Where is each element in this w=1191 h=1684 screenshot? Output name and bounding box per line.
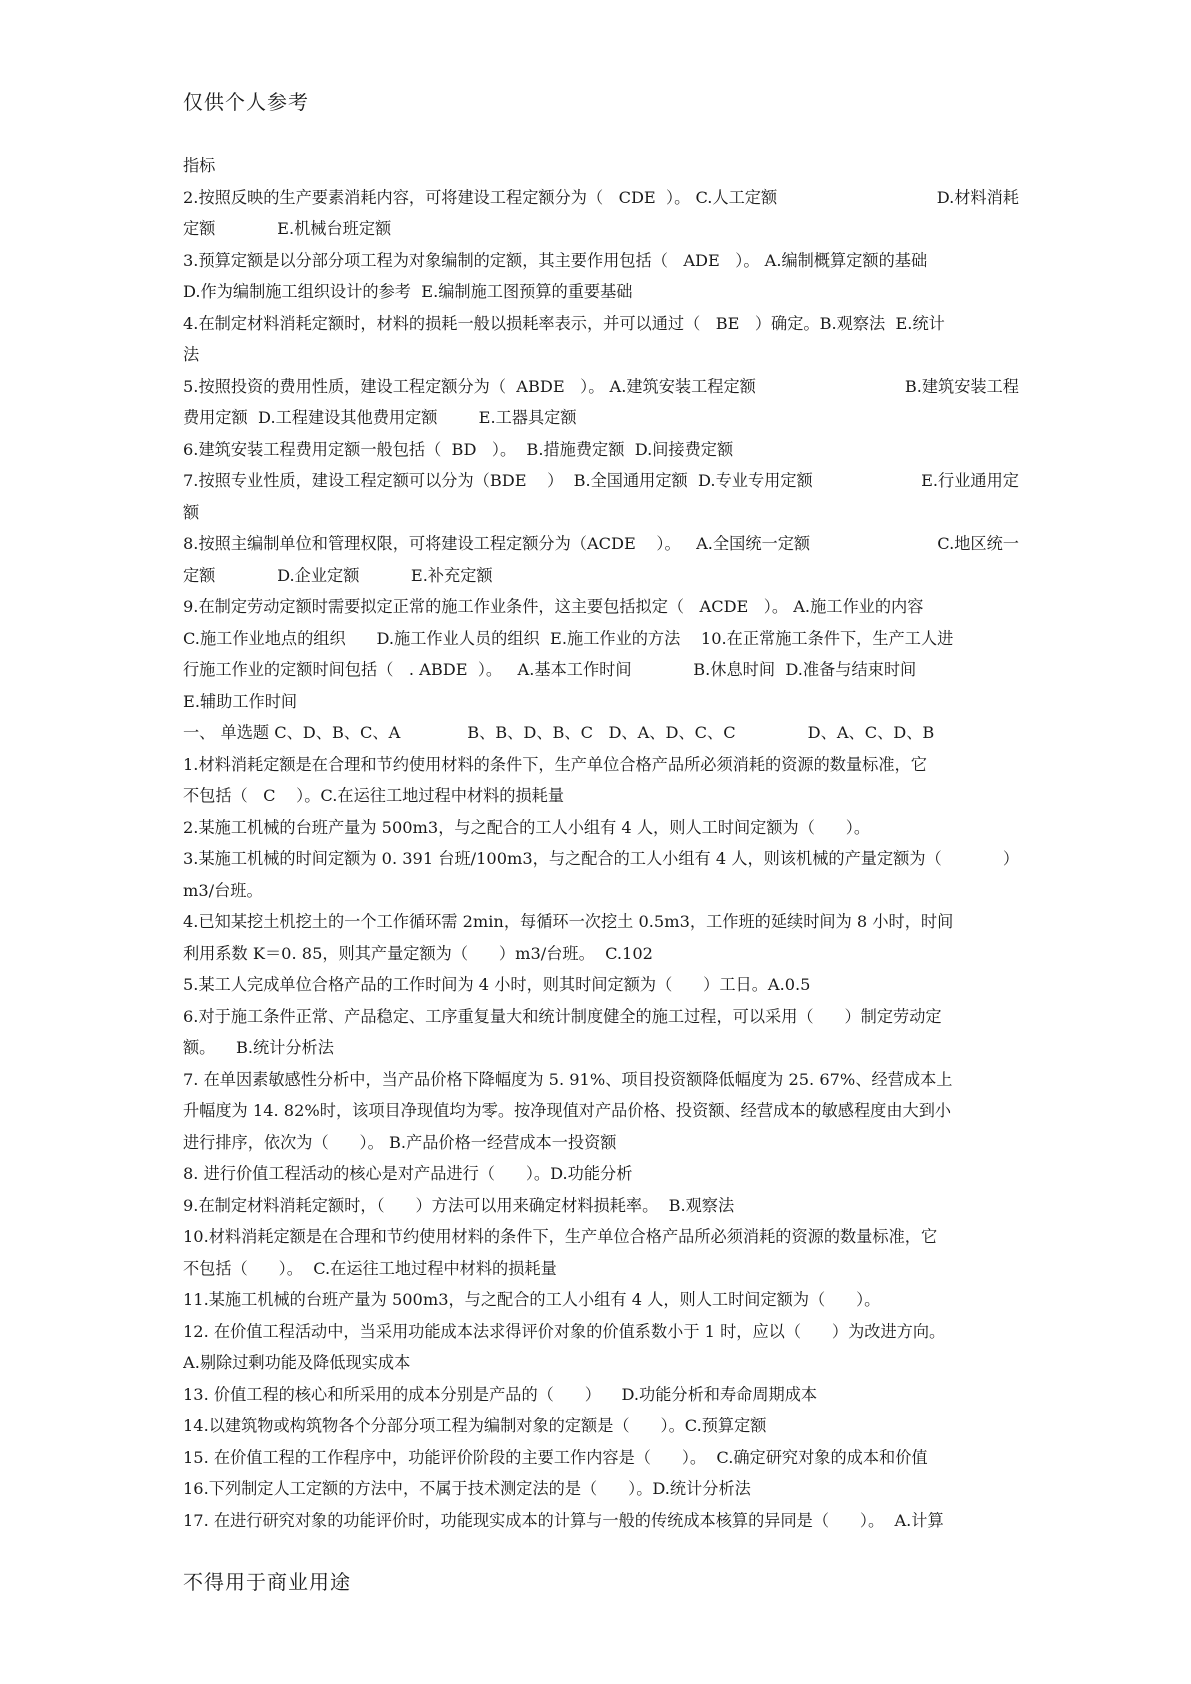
text-segment: A.剔除过剩功能及降低现实成本 xyxy=(183,1353,411,1372)
text-segment: D.作为编制施工组织设计的参考 E.编制施工图预算的重要基础 xyxy=(183,282,633,301)
text-segment: 行施工作业的定额时间包括（ . ABDE ）。 A.基本工作时间 B.休息时间 D.准备与结束时间 xyxy=(183,660,917,679)
text-segment: 11.某施工机械的台班产量为 500m3，与之配合的工人小组有 4 人，则人工时间定额为（ ）。 xyxy=(183,1290,881,1309)
text-segment: 7.按照专业性质，建设工程定额可以分为（BDE ） B.全国通用定额 D.专业专用定额 xyxy=(183,471,813,490)
text-segment: 13. 价值工程的核心和所采用的成本分别是产品的（ ） D.功能分析和寿命周期成本 xyxy=(183,1384,818,1404)
text-line xyxy=(183,749,1019,781)
text-segment: 4.在制定材料消耗定额时，材料的损耗一般以损耗率表示，并可以通过（ BE ）确定。B.观察法 E.统计 xyxy=(183,313,945,333)
text-segment: 9.在制定材料消耗定额时，（ ）方法可以用来确定材料损耗率。 B.观察法 xyxy=(183,1195,735,1215)
text-line xyxy=(183,654,1019,686)
text-line xyxy=(183,780,1019,812)
text-line xyxy=(183,875,1019,907)
text-segment: B.建筑安装工程 xyxy=(904,376,1019,396)
text-line xyxy=(183,1316,1019,1348)
text-segment: 一、 单选题 C、D、B、C、A B、B、D、B、C D、A、D、C、C D、A、C、D、B xyxy=(183,723,935,742)
text-line xyxy=(183,591,1019,623)
text-segment: 定额 E.机械台班定额 xyxy=(183,219,392,238)
text-line xyxy=(183,938,1019,970)
text-segment: 不包括（ ）。 C.在运往工地过程中材料的损耗量 xyxy=(183,1258,557,1278)
text-line xyxy=(183,812,1019,844)
text-line xyxy=(183,465,1019,497)
text-line xyxy=(183,1379,1019,1411)
text-segment: E.行业通用定 xyxy=(921,471,1019,490)
text-segment: 3.预算定额是以分部分项工程为对象编制的定额，其主要作用包括（ ADE ）。 A.编制概算定额的基础 xyxy=(183,250,928,270)
text-segment: 10.材料消耗定额是在合理和节约使用材料的条件下，生产单位合格产品所必须消耗的资源的数量标准，它 xyxy=(183,1227,938,1246)
text-line xyxy=(183,497,1019,529)
text-segment: 额 xyxy=(183,502,200,522)
text-line xyxy=(183,1158,1019,1190)
text-line xyxy=(183,717,1019,749)
page-header: 仅供个人参考 xyxy=(183,90,309,114)
text-segment: 2.按照反映的生产要素消耗内容，可将建设工程定额分为（ CDE ）。 C.人工定额 xyxy=(183,187,778,207)
text-segment: 14.以建筑物或构筑物各个分部分项工程为编制对象的定额是（ ）。C.预算定额 xyxy=(183,1416,767,1435)
text-segment: ） xyxy=(1002,849,1019,868)
text-line xyxy=(183,150,1019,182)
text-segment: 16.下列制定人工定额的方法中，不属于技术测定法的是（ ）。D.统计分析法 xyxy=(183,1479,751,1498)
text-segment: 法 xyxy=(183,345,200,364)
text-line xyxy=(183,560,1019,592)
text-line xyxy=(183,245,1019,277)
text-line xyxy=(183,1410,1019,1442)
text-line xyxy=(183,969,1019,1001)
text-segment: 8.按照主编制单位和管理权限，可将建设工程定额分为（ACDE ）。 A.全国统一定额 xyxy=(183,534,811,553)
text-segment: 15. 在价值工程的工作程序中，功能评价阶段的主要工作内容是（ ）。 C.确定研究对象的成本和价值 xyxy=(183,1447,928,1467)
text-line xyxy=(183,1505,1019,1537)
text-segment: 5.按照投资的费用性质，建设工程定额分为（ ABDE ）。 A.建筑安装工程定额 xyxy=(183,376,756,396)
text-line xyxy=(183,1473,1019,1505)
text-line xyxy=(183,434,1019,466)
text-line xyxy=(183,843,1019,875)
text-segment: 2.某施工机械的台班产量为 500m3，与之配合的工人小组有 4 人，则人工时间定额为（ ）。 xyxy=(183,817,871,837)
text-line xyxy=(183,1442,1019,1474)
text-line xyxy=(183,528,1019,560)
text-segment: 1.材料消耗定额是在合理和节约使用材料的条件下，生产单位合格产品所必须消耗的资源的数量标准，它 xyxy=(183,754,927,774)
text-line xyxy=(183,308,1019,340)
text-segment: 6.对于施工条件正常、产品稳定、工序重复量大和统计制度健全的施工过程，可以采用（ ）制定劳动定 xyxy=(183,1006,942,1026)
text-line xyxy=(183,623,1019,655)
text-line xyxy=(183,1127,1019,1159)
text-segment: 6.建筑安装工程费用定额一般包括（ BD ）。 B.措施费定额 D.间接费定额 xyxy=(183,439,734,459)
text-segment: 8. 进行价值工程活动的核心是对产品进行（ ）。D.功能分析 xyxy=(183,1164,633,1183)
text-segment: E.辅助工作时间 xyxy=(183,691,298,711)
text-line xyxy=(183,182,1019,214)
text-segment: 3.某施工机械的时间定额为 0. 391 台班/100m3，与之配合的工人小组有 4 人，则该机械的产量定额为（ xyxy=(183,849,942,868)
text-segment: D.材料消耗 xyxy=(936,187,1019,207)
text-segment: 7. 在单因素敏感性分析中，当产品价格下降幅度为 5. 91%、项目投资额降低幅度为 25. 67%、经营成本上 xyxy=(183,1069,953,1089)
text-segment: 进行排序，依次为（ ）。 B.产品价格一经营成本一投资额 xyxy=(183,1132,617,1152)
text-segment: 4.已知某挖土机挖土的一个工作循环需 2min，每循环一次挖土 0.5m3，工作班的延续时间为 8 小时，时间 xyxy=(183,912,954,931)
text-line xyxy=(183,906,1019,938)
text-line xyxy=(183,1064,1019,1096)
text-segment: 利用系数 K＝0. 85，则其产量定额为（ ）m3/台班。 C.102 xyxy=(183,943,653,963)
text-segment: C.施工作业地点的组织 D.施工作业人员的组织 E.施工作业的方法 10.在正常施工条件下，生产工人进 xyxy=(183,628,954,648)
text-line xyxy=(183,1253,1019,1285)
document-body xyxy=(183,150,1019,1536)
text-line xyxy=(183,1190,1019,1222)
text-segment: m3/台班。 xyxy=(183,880,263,900)
text-segment: 定额 D.企业定额 E.补充定额 xyxy=(183,565,493,585)
text-line xyxy=(183,402,1019,434)
text-line xyxy=(183,1347,1019,1379)
text-line xyxy=(183,1095,1019,1127)
text-line xyxy=(183,686,1019,718)
text-line xyxy=(183,1284,1019,1316)
text-line xyxy=(183,371,1019,403)
text-segment: C.地区统一 xyxy=(937,534,1019,553)
text-segment: 12. 在价值工程活动中，当采用功能成本法求得评价对象的价值系数小于 1 时，应以（ ）为改进方向。 xyxy=(183,1321,946,1341)
text-segment: 费用定额 D.工程建设其他费用定额 E.工器具定额 xyxy=(183,408,577,427)
text-segment: 17. 在进行研究对象的功能评价时，功能现实成本的计算与一般的传统成本核算的异同是（ ）。 A.计算 xyxy=(183,1510,944,1530)
text-line xyxy=(183,339,1019,371)
text-line xyxy=(183,276,1019,308)
text-segment: 5.某工人完成单位合格产品的工作时间为 4 小时，则其时间定额为（ ）工日。A.0.5 xyxy=(183,975,811,994)
text-segment: 升幅度为 14. 82%时，该项目净现值均为零。按净现值对产品价格、投资额、经营成本的敏感程度由大到小 xyxy=(183,1101,952,1120)
text-segment: 9.在制定劳动定额时需要拟定正常的施工作业条件，这主要包括拟定（ ACDE ）。 A.施工作业的内容 xyxy=(183,597,924,616)
page-footer: 不得用于商业用途 xyxy=(183,1570,351,1594)
text-line xyxy=(183,1032,1019,1064)
text-segment: 不包括（ C ）。C.在运往工地过程中材料的损耗量 xyxy=(183,786,565,805)
text-segment: 指标 xyxy=(183,156,216,175)
text-line xyxy=(183,213,1019,245)
text-line xyxy=(183,1001,1019,1033)
text-line xyxy=(183,1221,1019,1253)
text-segment: 额。 B.统计分析法 xyxy=(183,1038,334,1057)
